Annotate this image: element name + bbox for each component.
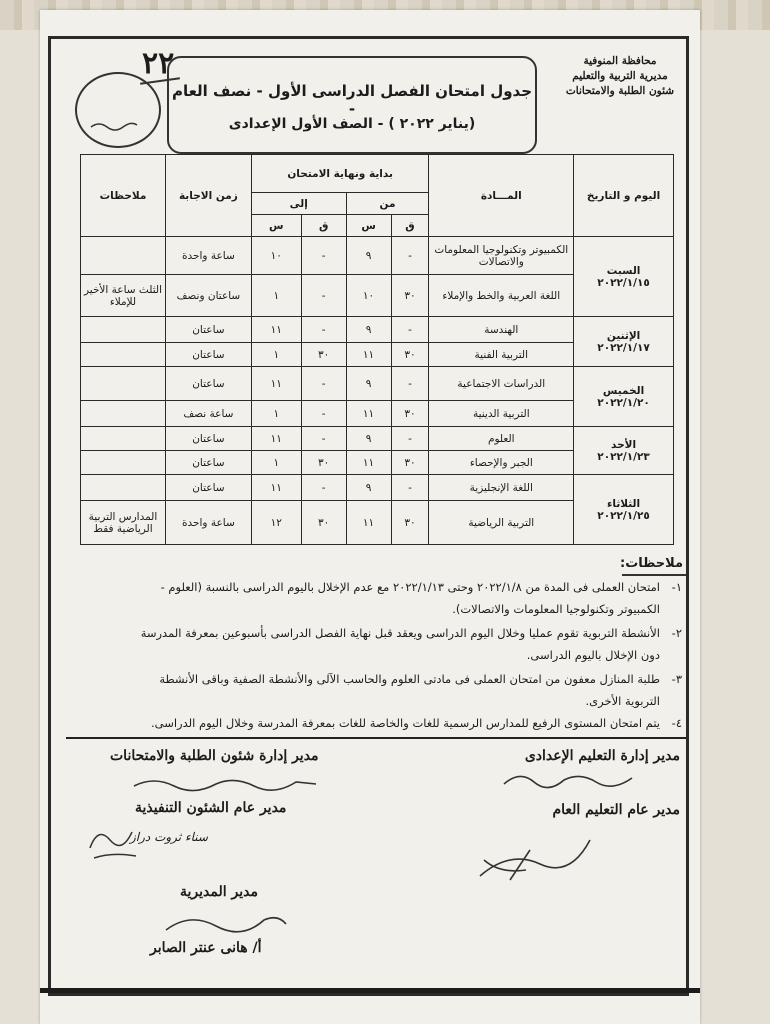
directorate-name: مديرية التربية والتعليم (572, 70, 668, 82)
header-to: إلى (251, 193, 346, 215)
from-hour-cell: ٩ (346, 367, 391, 401)
signature-name-director: أ/ هانى عنتر الصابر (150, 940, 262, 956)
document-subtitle: (يناير ٢٠٢٢ ) - الصف الأول الإعدادى (228, 116, 476, 132)
to-minute-cell: ٣٠ (301, 451, 346, 475)
to-minute-cell: - (301, 401, 346, 427)
governorate-name: محافظة المنوفية (583, 55, 657, 67)
from-minute-cell: - (391, 427, 429, 451)
duration-cell: ساعة واحدة (165, 501, 251, 545)
governorate-header (558, 54, 682, 99)
notes-title: ملاحظات: (620, 556, 684, 571)
from-minute-cell: ٣٠ (391, 401, 429, 427)
duration-cell: ساعتان (165, 343, 251, 367)
signature-title-director: مدير المديرية (180, 884, 258, 900)
duration-cell: ساعتان (165, 427, 251, 451)
table-row (81, 317, 674, 343)
note-cell (81, 317, 166, 343)
from-minute-cell: - (391, 317, 429, 343)
duration-cell: ساعة نصف (165, 401, 251, 427)
table-row (81, 237, 674, 275)
department-name: شئون الطلبة والامتحانات (565, 85, 675, 97)
to-minute-cell: - (301, 317, 346, 343)
to-hour-cell: ١١ (251, 427, 301, 451)
document-title: جدول امتحان الفصل الدراسى الأول - نصف العام - (171, 82, 533, 118)
note-cell (81, 475, 166, 501)
table-row (81, 427, 674, 451)
subject-cell: اللغة الإنجليزية (429, 475, 574, 501)
note-cell (81, 343, 166, 367)
from-minute-cell: - (391, 475, 429, 501)
section-divider (66, 737, 686, 739)
header-from-minute: ق (391, 215, 429, 237)
signature-scribble (84, 818, 144, 862)
table-row (81, 475, 674, 501)
from-hour-cell: ١١ (346, 343, 391, 367)
note-item: ٣-طلبة المنازل معفون من امتحان العملى فى مادتى العلوم والحاسب الآلى والأنشطة الصفية وباقى الأنشطة التربوية الأخرى. (159, 672, 682, 708)
header-from: من (346, 193, 429, 215)
day-cell: الخميس ٢٠٢٢/١/٢٠ (574, 367, 674, 427)
day-cell: الثلاثاء ٢٠٢٢/١/٢٥ (574, 475, 674, 545)
signature-title-student-affairs: مدير إدارة شئون الطلبة والامتحانات (110, 748, 319, 764)
to-hour-cell: ١ (251, 401, 301, 427)
subject-cell: الهندسة (429, 317, 574, 343)
from-hour-cell: ٩ (346, 237, 391, 275)
from-hour-cell: ١٠ (346, 275, 391, 317)
to-hour-cell: ١ (251, 451, 301, 475)
subject-cell: التربية الرياضية (429, 501, 574, 545)
duration-cell: ساعتان (165, 475, 251, 501)
note-cell (81, 401, 166, 427)
duration-cell: ساعتان (165, 367, 251, 401)
note-cell (81, 237, 166, 275)
from-minute-cell: - (391, 367, 429, 401)
subject-cell: الدراسات الاجتماعية (429, 367, 574, 401)
note-cell: المدارس التربية الرياضية فقط (81, 501, 166, 545)
subject-cell: الكمبيوتر وتكنولوجيا المعلومات والاتصالات (429, 237, 574, 275)
footer-rule (40, 988, 700, 993)
subject-cell: اللغة العربية والخط والإملاء (429, 275, 574, 317)
note-item: ٤-يتم امتحان المستوى الرفيع للمدارس الرسمية للغات والخاصة للغات بمعرفة المدرسة وخلال اليوم الدراسى. (150, 716, 682, 730)
header-to-hour: س (251, 215, 301, 237)
signature-scribble (500, 768, 640, 792)
signature-title-general-education: مدير عام التعليم العام (552, 802, 680, 818)
to-minute-cell: - (301, 275, 346, 317)
note-cell: الثلث ساعة الأخير للإملاء (81, 275, 166, 317)
to-minute-cell: - (301, 427, 346, 451)
to-hour-cell: ١١ (251, 367, 301, 401)
title-box (167, 56, 537, 154)
note-item: ٢-الأنشطة التربوية تقوم عمليا وخلال اليوم الدراسى ويعقد قبل نهاية الفصل الدراسى بأسبوعين بمعرفة المدرسة دون الإخلال باليوم الدراسى. (140, 626, 682, 662)
note-cell (81, 367, 166, 401)
from-hour-cell: ٩ (346, 475, 391, 501)
signature-scribble (160, 906, 290, 940)
signature-scribble (470, 830, 600, 886)
to-minute-cell: ٣٠ (301, 501, 346, 545)
to-hour-cell: ١ (251, 275, 301, 317)
header-day-date: اليوم و التاريخ (574, 155, 674, 237)
subject-cell: العلوم (429, 427, 574, 451)
from-minute-cell: ٣٠ (391, 275, 429, 317)
note-item: ١-امتحان العملى فى المدة من ٢٠٢٢/١/٨ وحتى ٢٠٢٢/١/١٣ مع عدم الإخلال باليوم الدراسى بالنسبة (العلوم - الكمبيوتر وتكنولوجيا المعلومات والاتصالات). (160, 580, 682, 616)
to-minute-cell: ٣٠ (301, 343, 346, 367)
duration-cell: ساعة واحدة (165, 237, 251, 275)
subject-cell: التربية الفنية (429, 343, 574, 367)
duration-cell: ساعتان (165, 317, 251, 343)
to-minute-cell: - (301, 237, 346, 275)
signature-name-executive-affairs: سناء ثروت دراز (130, 830, 208, 844)
duration-cell: ساعتان ونصف (165, 275, 251, 317)
handwritten-page-number: ٢٢ (142, 46, 175, 81)
to-hour-cell: ١١ (251, 317, 301, 343)
to-minute-cell: - (301, 367, 346, 401)
from-hour-cell: ١١ (346, 401, 391, 427)
exam-schedule-table (80, 154, 674, 545)
stamp-text (89, 119, 139, 136)
header-start-end: بداية ونهاية الامتحان (251, 155, 429, 193)
note-cell (81, 451, 166, 475)
from-minute-cell: ٣٠ (391, 343, 429, 367)
subject-cell: الجبر والإحصاء (429, 451, 574, 475)
signature-title-prep-education: مدير إدارة التعليم الإعدادى (524, 748, 680, 764)
from-hour-cell: ٩ (346, 427, 391, 451)
to-hour-cell: ١٠ (251, 237, 301, 275)
day-cell: السبت ٢٠٢٢/١/١٥ (574, 237, 674, 317)
from-hour-cell: ١١ (346, 451, 391, 475)
from-minute-cell: ٣٠ (391, 451, 429, 475)
header-notes: ملاحظات (81, 155, 166, 237)
from-minute-cell: ٣٠ (391, 501, 429, 545)
from-hour-cell: ٩ (346, 317, 391, 343)
header-to-minute: ق (301, 215, 346, 237)
note-cell (81, 427, 166, 451)
header-duration: زمن الاجابة (165, 155, 251, 237)
from-minute-cell: - (391, 237, 429, 275)
duration-cell: ساعتان (165, 451, 251, 475)
day-cell: الأحد ٢٠٢٢/١/٢٣ (574, 427, 674, 475)
to-hour-cell: ١٢ (251, 501, 301, 545)
subject-cell: التربية الدينية (429, 401, 574, 427)
header-subject: المـــادة (429, 155, 574, 237)
to-hour-cell: ١ (251, 343, 301, 367)
signature-scribble (130, 772, 320, 796)
signature-title-executive-affairs: مدير عام الشئون التنفيذية (135, 800, 287, 816)
to-minute-cell: - (301, 475, 346, 501)
from-hour-cell: ١١ (346, 501, 391, 545)
header-from-hour: س (346, 215, 391, 237)
to-hour-cell: ١١ (251, 475, 301, 501)
day-cell: الإثنين ٢٠٢٢/١/١٧ (574, 317, 674, 367)
table-row (81, 367, 674, 401)
